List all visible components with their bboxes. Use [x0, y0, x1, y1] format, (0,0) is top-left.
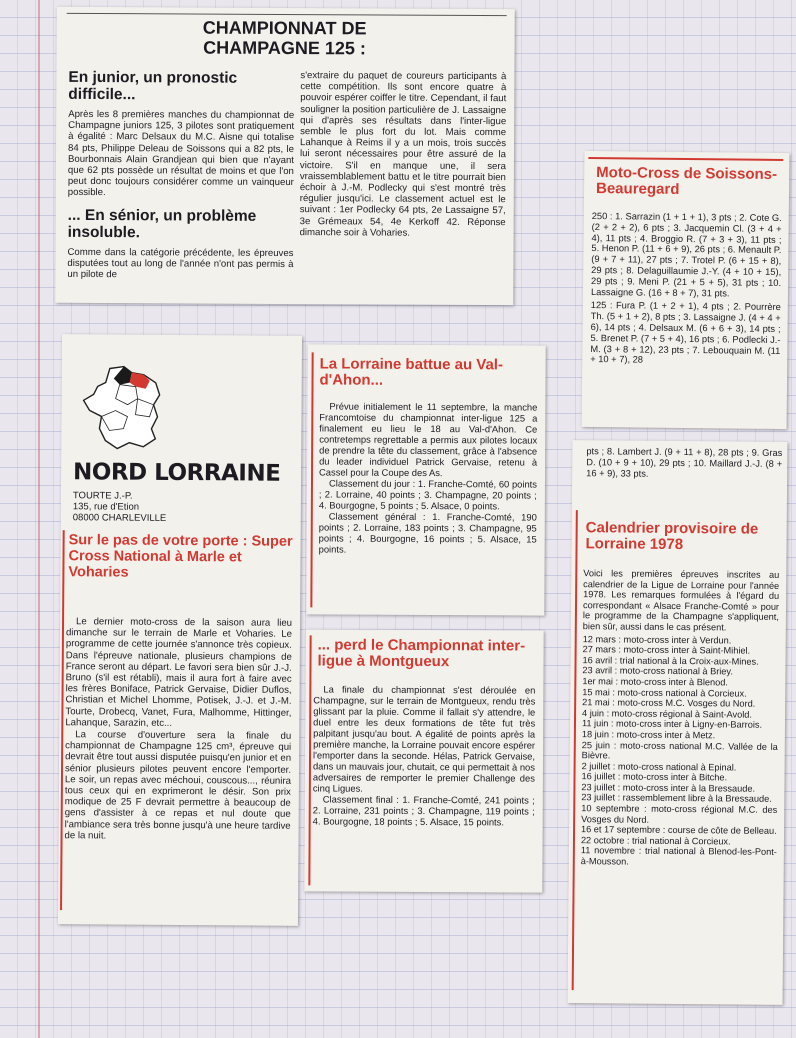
calendar-events [581, 634, 779, 869]
right-column [300, 70, 507, 239]
senior-heading: ... En sénior, un problème insoluble. [67, 206, 257, 241]
junior-heading: En junior, un pronostic difficile... [68, 68, 238, 104]
clipping-perd-championnat [304, 629, 543, 892]
clipping-calendrier-lorraine [568, 440, 788, 1005]
paragraph: La course d'ouverture sera la finale du championnat de Champagne 125 cm³, épreuve qui devrait être tout aussi disputée puisqu'en junior et en sénior plusieurs pilotes peuvent encore l'emporter. Le soir, un repas avec méchoui, couscous..., réunira tous ceux qui en exprimeront le désir. Son prix modique de 25 F devrait permettre à beaucoup de gens d'assister à ce repas et nul doute que l'ambiance sera très bonne jusqu'à une heure tardive de la nuit. [64, 729, 292, 842]
calendar-event: 16 avril : trial national à la Croix-aux-Mines. [582, 654, 759, 667]
france-map-icon [79, 364, 170, 451]
clipping-title: Moto-Cross de Soissons-Beauregard [595, 164, 778, 198]
clipping-title: La Lorraine battue au Val-d'Ahon... [319, 355, 504, 389]
results-block [590, 211, 782, 367]
junior-paragraph: Après les 8 premières manches du championnat de Champagne juniors 125, 3 pilotes sont pratiquement à égalité : Marc Delsaux du M.C. Aisne qui totalise 84 pts, Philippe Deleau de Soissons qui a 82 pts, le Bourbonnais Alain Grandjean qui bien que n'ayant que 62 pts possède un résultat de moins et que l'on peut donc toujours considérer comme un vainqueur possible. [67, 108, 295, 199]
calendar-event: 23 juillet : rassemblement libre à la Bressaude. [581, 792, 772, 805]
calendar-event: 18 juin : moto-cross inter à Metz. [581, 729, 716, 741]
red-rule [60, 530, 65, 910]
calendar-event: 4 juin : moto-cross régional à Saint-Avold. [582, 707, 753, 720]
red-rule [572, 510, 578, 990]
calendar-event: 16 et 17 septembre : course de côte de Belleau. [581, 824, 777, 837]
paragraph: La finale du championnat s'est déroulée en Champagne, sur le terrain de Montgueux, rendu très glissant par la pluie. Comme il fallait s'y attendre, le duel entre les deux formations de tête fut très palpitant jusqu'au bout. A égalité de points après la première manche, la Lorraine pouvait encore espérer l'emporter dans la seconde. Hélas, Patrick Gervaise, dans un mauvais jour, chutait, ce qui permettait à nos adversaires de remporter le premier Challenge des cinq Ligues. [312, 683, 536, 794]
results-continuation: pts ; 8. Lambert J. (9 + 11 + 8), 28 pts ; 9. Gras D. (10 + 9 + 10), 29 pts ; 10. Maillard J.-J. (8 + 16 + 9), 33 pts. [586, 446, 783, 479]
results-125: 125 : Fura P. (1 + 2 + 1), 4 pts ; 2. Pourrère Th. (5 + 1 + 2), 8 pts ; 3. Lassaigne J. (4 + 4 + 6), 14 pts ; 4. Delsaux M. (6 + 6 + 3), 14 pts ; 5. Brenet P. (7 + 5 + 4), 16 pts ; 6. Podlecki J.-M. (3 + 8 + 12), 23 pts ; 7. Lebouquain M. (11 + 10 + 7), 28 [590, 300, 781, 365]
address-line: 135, rue d'Etion [72, 501, 140, 513]
calendar-event: 23 avril : moto-cross national à Briey. [582, 665, 733, 677]
clipping-title: CHAMPIONNAT DE CHAMPAGNE 125 : [202, 17, 367, 59]
calendar-event: 10 septembre : moto-cross régional M.C. des Vosges du Nord. [581, 803, 778, 825]
clipping-title: Calendrier provisoire de Lorraine 1978 [585, 519, 759, 554]
red-rule [308, 635, 311, 885]
calendar-event: 11 juin : moto-cross inter à Ligny-en-Barrois. [581, 718, 763, 731]
article-body [313, 683, 536, 827]
calendar-event: 22 octobre : trial national à Corcieux. [580, 835, 731, 847]
calendar-event: 23 juillet : moto-cross inter à la Bressaude. [581, 782, 756, 794]
calendar-event: 11 novembre : trial national à Blenod-les-Pont-à-Mousson. [580, 845, 777, 867]
results-250: 250 : 1. Sarrazin (1 + 1 + 1), 3 pts ; 2. Cote G. (2 + 2 + 2), 6 pts ; 3. Jacquemin Cl. (3 + 4 + 4), 11 pts ; 4. Broggio R. (7 + 3 + 3), 11 pts ; 5. Henon P. (11 + 6 + 9), 26 pts ; 6. Menault P. (9 + 7 + 11), 27 pts ; 7. Trotel P. (6 + 15 + 8), 29 pts ; 8. Delaguillaumie J.-Y. (4 + 10 + 15), 29 pts ; 9. Meni P. (21 + 5 + 5), 31 pts ; 10. Lassaigne G. (16 + 8 + 7), 31 pts. [590, 211, 782, 299]
classement-jour: Classement du jour : 1. Franche-Comté, 60 points ; 2. Lorraine, 40 points ; 3. Champagne, 20 points ; 4. Bourgogne, 5 points ; 5. Alsace, 0 points. [318, 477, 538, 512]
clipping-championnat-champagne [55, 7, 515, 305]
clipping-nord-lorraine [58, 334, 302, 926]
notebook-margin-line [38, 0, 40, 1038]
senior-paragraph: Comme dans la catégorie précédente, les épreuves disputées tout au long de l'année n'ont pas permis à un pilote de [67, 246, 294, 281]
calendar-event: 15 mai : moto-cross national à Corcieux. [582, 686, 747, 699]
address-line: 08000 CHARLEVILLE [72, 512, 167, 524]
calendar-event: 1er mai : moto-cross inter à Blenod. [582, 676, 728, 688]
clipping-title: ... perd le Championnat inter-ligue à Montgueux [317, 636, 526, 671]
calendar-event: 27 mars : moto-cross inter à Saint-Mihiel. [582, 644, 751, 656]
article-body [65, 616, 293, 843]
calendar-event: 16 juillet : moto-cross inter à Bitche. [581, 771, 728, 783]
red-rule [588, 157, 783, 161]
clipping-moto-cross-soissons [582, 151, 790, 429]
right-paragraph: s'extraire du paquet de coureurs participants à cette compétition. Ils sont encore quatre à pouvoir espérer coiffer le titre. Cependant, il faut souligner la position particulière de J. Lassaigne qui d'après ses résultats dans l'inter-ligue semble le plus fort du lot. Mais comme Lahanque à Reims il y a un mois, trois succès lui seront nécessaires pour être assuré de la victoire. S'il en manque une, il sera vraissemblablement battu et le titre pourrait bien échoir à J.-M. Podlecky qui s'est montré très régulier jusqu'ici. Le classement actuel est le suivant : 1er Podlecky 64 pts, 2e Lassaigne 57, 3e Grémeaux 54, 4e Kerkoff 42. Réponse dimanche soir à Voharies. [299, 70, 507, 239]
clipping-title: Sur le pas de votre porte : Super Cross National à Marle et Voharies [68, 532, 293, 581]
red-rule [310, 352, 313, 607]
correspondent-address [73, 490, 273, 524]
title-rule [67, 13, 507, 16]
clipping-lorraine-battue [306, 344, 545, 615]
calendar-event: 25 juin : moto-cross national M.C. Vallée de la Bièvre. [581, 739, 778, 761]
article-body [319, 400, 538, 555]
calendar-event: 12 mars : moto-cross inter à Verdun. [582, 633, 732, 646]
nord-lorraine-logo: NORD LORRAINE [73, 459, 281, 487]
calendar-block [581, 568, 780, 868]
classement-final: Classement final : 1. Franche-Comté, 241 points ; 2. Lorraine, 231 points ; 3. Champagne, 119 points ; 4. Bourgogne, 18 points ; 5. Alsace, 15 points. [312, 793, 535, 828]
classement-general: Classement général : 1. Franche-Comté, 190 points ; 2. Lorraine, 183 points ; 3. Champagne, 95 points ; 4. Bourgogne, 16 points ; 5. Alsace, 15 points. [318, 510, 537, 555]
calendar-event: 2 juillet : moto-cross national à Epinal. [581, 760, 737, 773]
paragraph: Prévue initialement le 11 septembre, la manche Francomtoise du championnat inter-ligue 125 a finalement eu lieu le 18 au Val-d'Ahon. Ce contretemps regrettable a permis aux pilotes locaux de prendre la tête du classement, grâce à l'absence du leader individuel Patrick Gervaise, retenu à Cassel pour la Coupe des As. [319, 400, 538, 479]
address-line: TOURTE J.-P. [72, 490, 133, 502]
calendar-event: 21 mai : moto-cross M.C. Vosges du Nord. [582, 697, 756, 709]
paragraph: Le dernier moto-cross de la saison aura lieu dimanche sur le terrain de Marle et Voharies. Le programme de cette journée s'annonce très copieux. Dans l'épreuve nationale, plusieurs champions de France seront au départ. Le favori sera bien sûr J.-J. Bruno (s'il est rétabli), mais il aura fort à faire avec les frères Boniface, Patrick Gervaise, Didier Duflos, Christian et Michel Lhomme, Potisek, J.-J. et J.-M. Tourte, Drobecq, Vanet, Fura, Malhomme, Hittinger, Lahanque, Sarazin, etc... [65, 616, 293, 729]
calendar-intro: Voici les premières épreuves inscrites au calendrier de la Ligue de Lorraine pour l'année 1978. Les remarques formulées à l'égard du correspondant « Alsace Franche-Comté » pour le programme de la Champagne s'appliquent, bien sûr, aussi dans le cas présent. [582, 568, 780, 633]
left-column [67, 69, 294, 281]
